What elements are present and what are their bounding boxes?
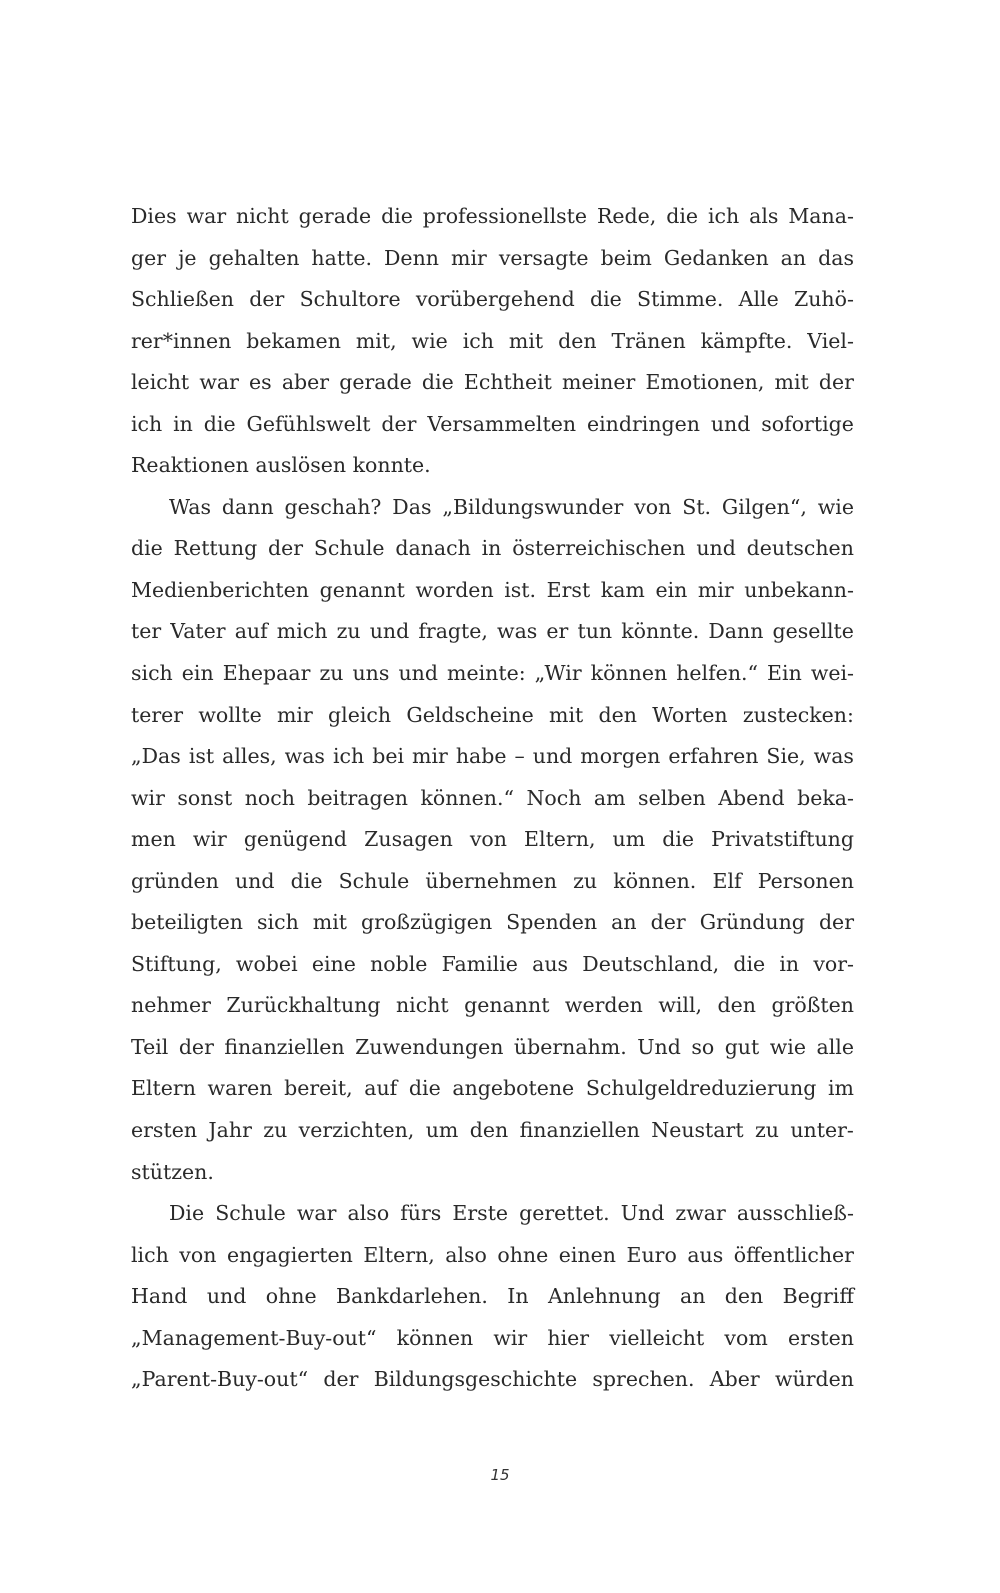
text-line: Eltern waren bereit, auf die angebotene Schulgeldreduzierung im	[131, 1076, 854, 1101]
text-line: sich ein Ehepaar zu uns und meinte: „Wir können helfen.“ Ein wei-	[131, 661, 854, 686]
text-line: terer wollte mir gleich Geldscheine mit den Worten zustecken:	[131, 702, 854, 727]
text-line: Dies war nicht gerade die professionellste Rede, die ich als Mana-	[131, 204, 854, 228]
text-line: gründen und die Schule übernehmen zu können. Elf Personen	[131, 868, 854, 893]
text-line: Teil der finanziellen Zuwendungen übernahm. Und so gut wie alle	[131, 1034, 854, 1059]
text-line: Die Schule war also fürs Erste gerettet. Und zwar ausschließ-	[169, 1201, 854, 1226]
text-line: Reaktionen auslösen konnte.	[131, 453, 431, 478]
text-line: stützen.	[131, 1159, 214, 1184]
body-text	[131, 196, 854, 1401]
text-line: rer*innen bekamen mit, wie ich mit den Tränen kämpfte. Viel-	[131, 328, 854, 353]
page-number: 15	[490, 1466, 510, 1484]
text-line: „Das ist alles, was ich bei mir habe – und morgen erfahren Sie, was	[131, 744, 854, 769]
text-line: die Rettung der Schule danach in österreichischen und deutschen	[131, 536, 854, 561]
text-line: ich in die Gefühlswelt der Versammelten eindringen und sofortige	[131, 411, 854, 436]
text-line: ersten Jahr zu verzichten, um den finanziellen Neustart zu unter-	[131, 1118, 854, 1143]
text-line: leicht war es aber gerade die Echtheit meiner Emotionen, mit der	[131, 370, 854, 395]
text-line: men wir genügend Zusagen von Eltern, um die Privatstiftung	[131, 827, 854, 852]
text-line: beteiligten sich mit großzügigen Spenden an der Gründung der	[131, 910, 854, 935]
text-line: nehmer Zurückhaltung nicht genannt werden will, den größten	[131, 993, 854, 1018]
text-line: wir sonst noch beitragen können.“ Noch am selben Abend beka-	[131, 785, 854, 810]
text-line: Stiftung, wobei eine noble Familie aus Deutschland, die in vor-	[131, 951, 854, 976]
text-line: „Management-Buy-out“ können wir hier vielleicht vom ersten	[131, 1325, 854, 1350]
text-line: Schließen der Schultore vorübergehend die Stimme. Alle Zuhö-	[131, 287, 854, 312]
text-line: ter Vater auf mich zu und fragte, was er tun könnte. Dann gesellte	[131, 619, 854, 644]
text-line: lich von engagierten Eltern, also ohne einen Euro aus öffentlicher	[131, 1242, 854, 1267]
text-line: ger je gehalten hatte. Denn mir versagte beim Gedanken an das	[131, 245, 854, 270]
text-line: Hand und ohne Bankdarlehen. In Anlehnung an den Begriff	[131, 1284, 854, 1309]
text-line: Medienberichten genannt worden ist. Erst kam ein mir unbekann-	[131, 577, 854, 602]
text-line: „Parent-Buy-out“ der Bildungsgeschichte sprechen. Aber würden	[131, 1367, 854, 1392]
text-line: Was dann geschah? Das „Bildungswunder von St. Gilgen“, wie	[169, 494, 854, 519]
